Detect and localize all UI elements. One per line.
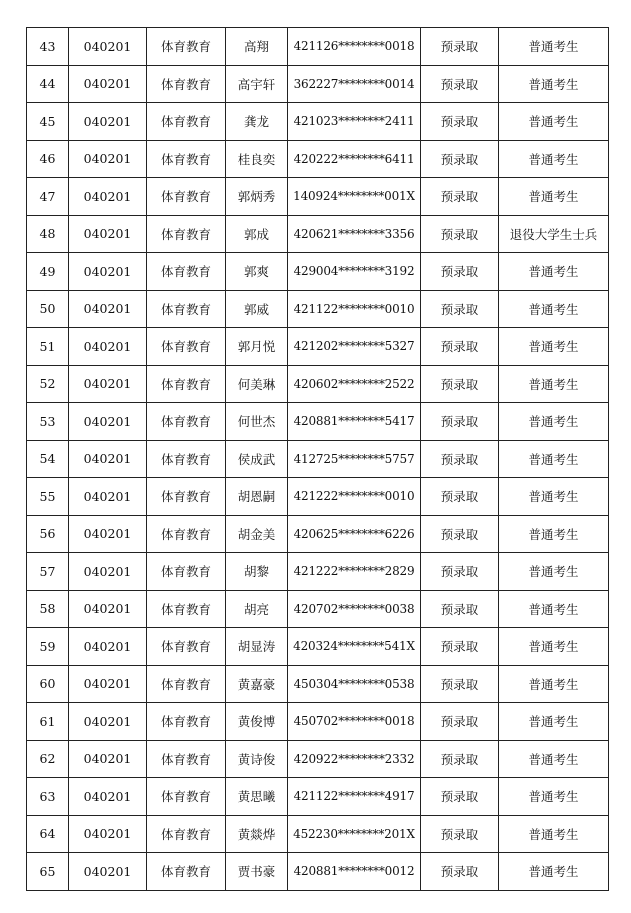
cell-student-name: 黄嘉豪	[226, 665, 288, 703]
cell-admission-status: 预录取	[421, 590, 499, 628]
cell-candidate-type: 普通考生	[499, 178, 609, 216]
cell-student-name: 何世杰	[226, 403, 288, 441]
cell-id-number: 420702********0038	[288, 590, 421, 628]
cell-student-name: 侯成武	[226, 440, 288, 478]
cell-serial-number: 55	[27, 478, 69, 516]
table-row	[27, 328, 609, 366]
table-row	[27, 65, 609, 103]
cell-major-code: 040201	[69, 178, 147, 216]
cell-id-number: 420625********6226	[288, 515, 421, 553]
cell-serial-number: 54	[27, 440, 69, 478]
cell-major-name: 体育教育	[147, 365, 226, 403]
cell-major-code: 040201	[69, 215, 147, 253]
cell-admission-status: 预录取	[421, 140, 499, 178]
cell-admission-status: 预录取	[421, 215, 499, 253]
cell-admission-status: 预录取	[421, 65, 499, 103]
cell-major-name: 体育教育	[147, 553, 226, 591]
cell-major-code: 040201	[69, 290, 147, 328]
cell-id-number: 421122********4917	[288, 778, 421, 816]
cell-candidate-type: 普通考生	[499, 778, 609, 816]
cell-candidate-type: 普通考生	[499, 665, 609, 703]
cell-id-number: 420922********2332	[288, 740, 421, 778]
cell-student-name: 何美琳	[226, 365, 288, 403]
cell-major-name: 体育教育	[147, 815, 226, 853]
table-body	[27, 28, 609, 891]
cell-admission-status: 预录取	[421, 403, 499, 441]
cell-id-number: 429004********3192	[288, 253, 421, 291]
cell-major-name: 体育教育	[147, 215, 226, 253]
cell-serial-number: 47	[27, 178, 69, 216]
cell-major-name: 体育教育	[147, 515, 226, 553]
cell-serial-number: 44	[27, 65, 69, 103]
cell-candidate-type: 普通考生	[499, 478, 609, 516]
cell-serial-number: 56	[27, 515, 69, 553]
table-row	[27, 778, 609, 816]
cell-id-number: 421222********0010	[288, 478, 421, 516]
cell-serial-number: 59	[27, 628, 69, 666]
cell-candidate-type: 普通考生	[499, 815, 609, 853]
cell-id-number: 420324********541X	[288, 628, 421, 666]
cell-student-name: 黄诗俊	[226, 740, 288, 778]
cell-major-name: 体育教育	[147, 403, 226, 441]
table-row	[27, 815, 609, 853]
cell-candidate-type: 普通考生	[499, 553, 609, 591]
table-row	[27, 590, 609, 628]
cell-major-code: 040201	[69, 478, 147, 516]
cell-student-name: 胡黎	[226, 553, 288, 591]
table-row	[27, 290, 609, 328]
cell-student-name: 胡恩嗣	[226, 478, 288, 516]
cell-major-code: 040201	[69, 103, 147, 141]
cell-major-code: 040201	[69, 253, 147, 291]
cell-student-name: 郭成	[226, 215, 288, 253]
cell-admission-status: 预录取	[421, 515, 499, 553]
cell-major-name: 体育教育	[147, 103, 226, 141]
cell-serial-number: 60	[27, 665, 69, 703]
cell-student-name: 胡亮	[226, 590, 288, 628]
cell-admission-status: 预录取	[421, 628, 499, 666]
cell-major-code: 040201	[69, 815, 147, 853]
cell-admission-status: 预录取	[421, 703, 499, 741]
table-row	[27, 403, 609, 441]
cell-id-number: 140924********001X	[288, 178, 421, 216]
cell-candidate-type: 普通考生	[499, 515, 609, 553]
cell-major-code: 040201	[69, 403, 147, 441]
table-row	[27, 365, 609, 403]
cell-candidate-type: 普通考生	[499, 703, 609, 741]
cell-student-name: 高翔	[226, 28, 288, 66]
cell-serial-number: 48	[27, 215, 69, 253]
cell-major-code: 040201	[69, 140, 147, 178]
cell-id-number: 450702********0018	[288, 703, 421, 741]
cell-student-name: 高宇轩	[226, 65, 288, 103]
cell-id-number: 421122********0010	[288, 290, 421, 328]
cell-admission-status: 预录取	[421, 440, 499, 478]
cell-serial-number: 43	[27, 28, 69, 66]
cell-id-number: 452230********201X	[288, 815, 421, 853]
cell-major-name: 体育教育	[147, 590, 226, 628]
cell-candidate-type: 普通考生	[499, 290, 609, 328]
cell-id-number: 421023********2411	[288, 103, 421, 141]
cell-serial-number: 49	[27, 253, 69, 291]
cell-id-number: 420881********5417	[288, 403, 421, 441]
cell-serial-number: 61	[27, 703, 69, 741]
table-row	[27, 853, 609, 891]
cell-serial-number: 57	[27, 553, 69, 591]
cell-major-name: 体育教育	[147, 440, 226, 478]
cell-student-name: 黄俊博	[226, 703, 288, 741]
cell-serial-number: 62	[27, 740, 69, 778]
table-row	[27, 28, 609, 66]
cell-student-name: 黄思曦	[226, 778, 288, 816]
table-row	[27, 628, 609, 666]
cell-major-name: 体育教育	[147, 740, 226, 778]
cell-serial-number: 65	[27, 853, 69, 891]
cell-student-name: 黄燚烨	[226, 815, 288, 853]
cell-major-name: 体育教育	[147, 628, 226, 666]
cell-admission-status: 预录取	[421, 815, 499, 853]
cell-id-number: 412725********5757	[288, 440, 421, 478]
cell-admission-status: 预录取	[421, 553, 499, 591]
cell-major-code: 040201	[69, 328, 147, 366]
cell-serial-number: 51	[27, 328, 69, 366]
cell-serial-number: 53	[27, 403, 69, 441]
cell-major-code: 040201	[69, 778, 147, 816]
table-row	[27, 553, 609, 591]
cell-admission-status: 预录取	[421, 103, 499, 141]
cell-candidate-type: 普通考生	[499, 65, 609, 103]
cell-major-code: 040201	[69, 515, 147, 553]
cell-admission-status: 预录取	[421, 478, 499, 516]
cell-candidate-type: 普通考生	[499, 103, 609, 141]
cell-student-name: 胡显涛	[226, 628, 288, 666]
table-row	[27, 178, 609, 216]
cell-serial-number: 46	[27, 140, 69, 178]
cell-major-code: 040201	[69, 365, 147, 403]
cell-candidate-type: 退役大学生士兵	[499, 215, 609, 253]
table-row	[27, 440, 609, 478]
cell-major-code: 040201	[69, 665, 147, 703]
cell-candidate-type: 普通考生	[499, 740, 609, 778]
cell-major-code: 040201	[69, 65, 147, 103]
cell-candidate-type: 普通考生	[499, 140, 609, 178]
cell-major-code: 040201	[69, 628, 147, 666]
cell-major-name: 体育教育	[147, 253, 226, 291]
cell-major-code: 040201	[69, 740, 147, 778]
cell-serial-number: 52	[27, 365, 69, 403]
cell-candidate-type: 普通考生	[499, 853, 609, 891]
cell-major-name: 体育教育	[147, 328, 226, 366]
cell-student-name: 郭炳秀	[226, 178, 288, 216]
cell-candidate-type: 普通考生	[499, 590, 609, 628]
cell-major-name: 体育教育	[147, 703, 226, 741]
table-row	[27, 478, 609, 516]
cell-id-number: 420881********0012	[288, 853, 421, 891]
table-row	[27, 665, 609, 703]
cell-major-code: 040201	[69, 590, 147, 628]
cell-candidate-type: 普通考生	[499, 365, 609, 403]
table-row	[27, 253, 609, 291]
cell-major-code: 040201	[69, 853, 147, 891]
cell-admission-status: 预录取	[421, 253, 499, 291]
cell-major-name: 体育教育	[147, 665, 226, 703]
cell-major-name: 体育教育	[147, 290, 226, 328]
table-row	[27, 703, 609, 741]
cell-student-name: 郭爽	[226, 253, 288, 291]
cell-major-code: 040201	[69, 440, 147, 478]
cell-id-number: 420222********6411	[288, 140, 421, 178]
cell-serial-number: 50	[27, 290, 69, 328]
cell-major-name: 体育教育	[147, 178, 226, 216]
table-row	[27, 215, 609, 253]
cell-admission-status: 预录取	[421, 778, 499, 816]
table-row	[27, 515, 609, 553]
cell-id-number: 362227********0014	[288, 65, 421, 103]
cell-id-number: 420621********3356	[288, 215, 421, 253]
cell-major-name: 体育教育	[147, 140, 226, 178]
cell-admission-status: 预录取	[421, 328, 499, 366]
cell-id-number: 421222********2829	[288, 553, 421, 591]
cell-student-name: 郭威	[226, 290, 288, 328]
table-row	[27, 140, 609, 178]
cell-student-name: 桂良奕	[226, 140, 288, 178]
cell-serial-number: 58	[27, 590, 69, 628]
cell-admission-status: 预录取	[421, 178, 499, 216]
cell-admission-status: 预录取	[421, 28, 499, 66]
cell-major-code: 040201	[69, 553, 147, 591]
admission-list-table	[26, 27, 609, 891]
cell-admission-status: 预录取	[421, 365, 499, 403]
cell-candidate-type: 普通考生	[499, 403, 609, 441]
cell-major-name: 体育教育	[147, 778, 226, 816]
cell-candidate-type: 普通考生	[499, 253, 609, 291]
cell-major-code: 040201	[69, 703, 147, 741]
cell-id-number: 450304********0538	[288, 665, 421, 703]
cell-student-name: 郭月悦	[226, 328, 288, 366]
cell-id-number: 421126********0018	[288, 28, 421, 66]
cell-id-number: 420602********2522	[288, 365, 421, 403]
cell-major-name: 体育教育	[147, 28, 226, 66]
cell-serial-number: 63	[27, 778, 69, 816]
cell-candidate-type: 普通考生	[499, 328, 609, 366]
cell-major-name: 体育教育	[147, 65, 226, 103]
table-row	[27, 740, 609, 778]
cell-major-name: 体育教育	[147, 853, 226, 891]
cell-admission-status: 预录取	[421, 665, 499, 703]
cell-id-number: 421202********5327	[288, 328, 421, 366]
cell-candidate-type: 普通考生	[499, 28, 609, 66]
cell-candidate-type: 普通考生	[499, 440, 609, 478]
cell-admission-status: 预录取	[421, 853, 499, 891]
cell-student-name: 贾书豪	[226, 853, 288, 891]
cell-student-name: 胡金美	[226, 515, 288, 553]
cell-serial-number: 64	[27, 815, 69, 853]
cell-major-code: 040201	[69, 28, 147, 66]
table-row	[27, 103, 609, 141]
cell-admission-status: 预录取	[421, 290, 499, 328]
cell-serial-number: 45	[27, 103, 69, 141]
cell-major-name: 体育教育	[147, 478, 226, 516]
cell-admission-status: 预录取	[421, 740, 499, 778]
cell-student-name: 龚龙	[226, 103, 288, 141]
cell-candidate-type: 普通考生	[499, 628, 609, 666]
